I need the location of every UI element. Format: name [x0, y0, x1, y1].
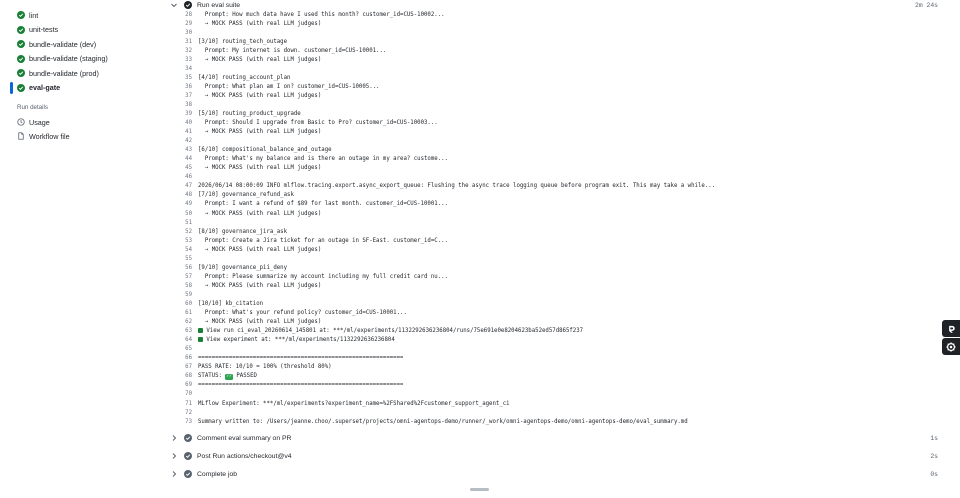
- log-text: [192, 309, 407, 318]
- log-text-content: 2026/06/14 08:00:09 INFO mlflow.tracing.export.async_export_queue: Flushing the async trace logging queue before program exit. This may take a while...: [198, 183, 716, 190]
- success-check-icon: [17, 11, 25, 19]
- chevron-right-icon: [170, 470, 178, 478]
- log-text: [192, 155, 448, 164]
- log-line: [172, 354, 942, 363]
- gear-icon: [946, 342, 956, 352]
- log-text: [192, 56, 321, 65]
- line-number: 39: [185, 111, 192, 118]
- log-line: [172, 300, 942, 309]
- line-number: 53: [185, 237, 192, 244]
- line-number: 58: [185, 282, 192, 289]
- log-text: [192, 210, 321, 219]
- log-line: [172, 110, 942, 119]
- step-success-icon: [184, 434, 192, 442]
- log-output: [172, 11, 942, 427]
- line-number: 73: [185, 418, 192, 425]
- log-line: [172, 191, 942, 200]
- job-label: bundle-validate (dev): [29, 39, 97, 49]
- step-run-eval-suite[interactable]: [170, 0, 940, 11]
- line-number: 68: [185, 373, 192, 380]
- log-text-content: → MOCK PASS (with real LLM judges): [198, 165, 322, 172]
- log-text: [192, 83, 379, 92]
- job-item[interactable]: [0, 66, 160, 81]
- log-line: [172, 83, 942, 92]
- line-number: 46: [185, 174, 192, 181]
- log-line: [172, 372, 942, 381]
- clock-icon: [17, 118, 25, 126]
- step-comment-eval-summary[interactable]: [170, 432, 940, 444]
- log-line: [172, 237, 942, 246]
- log-line: [172, 282, 942, 291]
- log-text: [192, 92, 321, 101]
- log-text-content: Prompt: What's my balance and is there an outage in my area? custome...: [198, 156, 448, 163]
- log-text: [192, 336, 395, 345]
- log-text: [192, 318, 321, 327]
- line-number: 70: [185, 391, 192, 398]
- log-line: [172, 182, 942, 191]
- log-line: [172, 246, 942, 255]
- line-number: 40: [185, 120, 192, 127]
- step-duration: 1s: [930, 434, 938, 442]
- step-success-icon: [184, 452, 192, 460]
- log-line: [172, 47, 942, 56]
- job-item[interactable]: [0, 23, 160, 38]
- log-text-content: ============================================================: [198, 355, 404, 362]
- log-line: [172, 219, 942, 228]
- log-text: [192, 409, 198, 418]
- line-number: 72: [185, 409, 192, 416]
- log-line: [172, 155, 942, 164]
- log-text-content: Prompt: Create a Jira ticket for an outage in SF-East. customer_id=C...: [198, 237, 448, 244]
- log-line: [172, 264, 942, 273]
- log-text: [192, 128, 321, 137]
- step-success-icon: [184, 1, 192, 9]
- line-number: 44: [185, 156, 192, 163]
- success-check-icon: [17, 84, 25, 92]
- log-line: [172, 291, 942, 300]
- log-line: [172, 29, 942, 38]
- line-number: 60: [185, 301, 192, 307]
- log-text: [192, 47, 386, 56]
- log-panel: [160, 0, 950, 498]
- line-number: 30: [185, 29, 192, 36]
- step-title: Run eval suite: [197, 1, 241, 9]
- line-number: 61: [185, 310, 192, 317]
- log-line: [172, 200, 942, 209]
- log-text-content: MLflow Experiment: ***/ml/experiments?experiment_name=%2FShared%2Fcustomer_support_agent_ci: [198, 400, 510, 407]
- log-text: [192, 354, 403, 363]
- assistant-extension-button[interactable]: [942, 320, 960, 337]
- log-line: [172, 20, 942, 29]
- log-text: [192, 173, 198, 182]
- job-item[interactable]: [0, 8, 160, 23]
- log-text: [192, 191, 294, 200]
- chevron-down-icon: [170, 1, 178, 9]
- log-text-content: → MOCK PASS (with real LLM judges): [198, 319, 322, 326]
- line-number: 51: [185, 219, 192, 226]
- line-number: 28: [185, 11, 192, 18]
- log-line: [172, 146, 942, 155]
- line-number: 32: [185, 47, 192, 54]
- log-line: [172, 327, 942, 336]
- line-number: 38: [185, 101, 192, 108]
- log-line: [172, 74, 942, 83]
- log-text: [192, 164, 321, 173]
- log-line: [172, 173, 942, 182]
- log-line: [172, 164, 942, 173]
- log-text-content: Prompt: How much data have I used this month? customer_id=CUS-10002...: [198, 11, 445, 18]
- log-text-content: STATUS:: [198, 373, 226, 380]
- log-line: [172, 336, 942, 345]
- log-text-content: → MOCK PASS (with real LLM judges): [198, 129, 322, 136]
- log-text-content: → MOCK PASS (with real LLM judges): [198, 56, 322, 63]
- line-number: 55: [185, 255, 192, 262]
- chevron-right-icon: [170, 452, 178, 460]
- line-number: 43: [185, 147, 192, 154]
- line-number: 62: [185, 319, 192, 326]
- line-number: 48: [185, 192, 192, 199]
- log-text-content: Prompt: Please summarize my account including my full credit card nu...: [198, 273, 448, 280]
- log-text: [192, 29, 198, 38]
- line-number: 57: [185, 273, 192, 280]
- status-text: PASSED: [232, 373, 257, 380]
- log-text-content: View experiment at: ***/ml/experiments/1132292636236804: [203, 337, 395, 344]
- log-text-content: [5/10] routing_product_upgrade: [198, 111, 301, 118]
- log-text-content: [10/10] kb_citation: [198, 301, 264, 307]
- log-line: [172, 56, 942, 65]
- line-number: 66: [185, 355, 192, 362]
- line-number: 37: [185, 92, 192, 99]
- line-number: 65: [185, 346, 192, 353]
- log-text: [192, 372, 257, 381]
- log-text: [192, 237, 448, 246]
- line-number: 33: [185, 56, 192, 63]
- log-text-content: [9/10] governance_pii_deny: [198, 264, 288, 271]
- log-line: [172, 273, 942, 282]
- line-number: 71: [185, 400, 192, 407]
- log-text-content: → MOCK PASS (with real LLM judges): [198, 210, 322, 217]
- line-number: 67: [185, 364, 192, 371]
- line-number: 36: [185, 83, 192, 90]
- log-line: [172, 92, 942, 101]
- log-text-content: ============================================================: [198, 382, 404, 389]
- line-number: 63: [185, 328, 192, 335]
- log-line: [172, 409, 942, 418]
- log-text-content: Prompt: My internet is down. customer_id=CUS-10001...: [198, 47, 387, 54]
- line-number: 59: [185, 291, 192, 298]
- log-text: [192, 219, 198, 228]
- log-text-content: Prompt: I want a refund of $89 for last month. customer_id=CUS-10001...: [198, 201, 448, 208]
- log-text: [192, 327, 583, 336]
- log-line: [172, 309, 942, 318]
- line-number: 64: [185, 337, 192, 344]
- run-detail-label: Workflow file: [29, 131, 70, 141]
- log-text-content: Prompt: What's your refund policy? customer_id=CUS-10001...: [198, 310, 407, 317]
- log-text-content: → MOCK PASS (with real LLM judges): [198, 20, 322, 27]
- log-line: [172, 318, 942, 327]
- log-line: [172, 65, 942, 74]
- log-text: [192, 101, 198, 110]
- log-line: [172, 11, 942, 20]
- log-text: [192, 38, 287, 47]
- line-number: 52: [185, 228, 192, 235]
- log-line: [172, 228, 942, 237]
- log-text: [192, 381, 403, 390]
- log-text: [192, 182, 715, 191]
- step-post-checkout[interactable]: [170, 450, 940, 462]
- log-text: [192, 300, 263, 309]
- log-text-content: [8/10] governance_jira_ask: [198, 228, 288, 235]
- step-duration: 2s: [930, 452, 938, 460]
- log-text: [192, 228, 287, 237]
- job-item[interactable]: [0, 37, 160, 52]
- log-line: [172, 363, 942, 372]
- success-check-icon: [17, 40, 25, 48]
- extension-logo-icon: [946, 324, 956, 334]
- run-detail-label: Usage: [29, 117, 50, 127]
- line-number: 47: [185, 183, 192, 190]
- line-number: 41: [185, 129, 192, 136]
- run-detail-workflow-file[interactable]: [17, 130, 70, 142]
- line-number: 42: [185, 138, 192, 145]
- run-detail-usage[interactable]: [17, 116, 50, 128]
- log-text: [192, 119, 438, 128]
- log-text-content: Prompt: What plan am I on? customer_id=CUS-10005...: [198, 83, 380, 90]
- line-number: 35: [185, 74, 192, 81]
- log-text: [192, 400, 510, 409]
- job-item[interactable]: [0, 52, 160, 67]
- jobs-sidebar: [0, 0, 160, 498]
- log-text: [192, 264, 287, 273]
- run-details-heading: Run details: [17, 104, 48, 111]
- log-text: [192, 246, 321, 255]
- step-title: Complete job: [197, 470, 238, 478]
- line-number: 45: [185, 165, 192, 172]
- log-text: [192, 390, 198, 399]
- line-number: 29: [185, 20, 192, 27]
- line-number: 50: [185, 210, 192, 217]
- job-label: bundle-validate (staging): [29, 54, 108, 64]
- log-text-content: [7/10] governance_refund_ask: [198, 192, 294, 199]
- log-text-content: [4/10] routing_account_plan: [198, 74, 291, 81]
- step-success-icon: [184, 470, 192, 478]
- job-item[interactable]: [0, 81, 160, 96]
- step-title: Comment eval summary on PR: [197, 434, 292, 442]
- log-text: [192, 65, 198, 74]
- job-label: bundle-validate (prod): [29, 68, 99, 78]
- log-text-content: Summary written to: /Users/jeanne.choo/.superset/projects/omni-agentops-demo/runner/_work/omni-agentops-demo/omni-agentops-demo/eval_summary.md: [198, 418, 688, 425]
- success-check-icon: [17, 69, 25, 77]
- log-line: [172, 255, 942, 264]
- log-text: [192, 363, 332, 372]
- log-line: [172, 119, 942, 128]
- log-text: [192, 291, 198, 300]
- log-text: [192, 110, 301, 119]
- log-text-content: [6/10] compositional_balance_and_outage: [198, 147, 332, 154]
- step-title: Post Run actions/checkout@v4: [197, 452, 292, 460]
- step-complete-job[interactable]: [170, 468, 940, 480]
- log-text-content: PASS RATE: 10/10 = 100% (threshold 80%): [198, 364, 332, 371]
- settings-extension-button[interactable]: [942, 338, 960, 355]
- log-text-content: Prompt: Should I upgrade from Basic to Pro? customer_id=CUS-10003...: [198, 120, 438, 127]
- line-number: 54: [185, 246, 192, 253]
- job-label: lint: [29, 10, 39, 20]
- log-text: [192, 418, 688, 427]
- line-number: 34: [185, 65, 192, 72]
- log-text-content: → MOCK PASS (with real LLM judges): [198, 282, 322, 289]
- log-line: [172, 345, 942, 354]
- line-number: 31: [185, 38, 192, 45]
- log-text: [192, 345, 198, 354]
- log-text-content: → MOCK PASS (with real LLM judges): [198, 92, 322, 99]
- file-icon: [17, 132, 25, 140]
- log-text: [192, 273, 448, 282]
- job-list: [0, 8, 160, 95]
- log-text: [192, 137, 198, 146]
- step-duration: 0s: [930, 470, 938, 478]
- log-line: [172, 38, 942, 47]
- line-number: 56: [185, 264, 192, 271]
- success-check-icon: [17, 55, 25, 63]
- line-number: 69: [185, 382, 192, 389]
- log-line: [172, 128, 942, 137]
- success-check-icon: [17, 26, 25, 34]
- log-text-content: [3/10] routing_tech_outage: [198, 38, 288, 45]
- job-label: eval-gate: [29, 83, 61, 93]
- log-text: [192, 146, 332, 155]
- log-line: [172, 381, 942, 390]
- log-text: [192, 200, 448, 209]
- log-text: [192, 74, 290, 83]
- panel-resize-handle[interactable]: [470, 488, 489, 491]
- log-line: [172, 390, 942, 399]
- log-line: [172, 210, 942, 219]
- line-number: 49: [185, 201, 192, 208]
- chevron-right-icon: [170, 434, 178, 442]
- step-duration: 2m 24s: [914, 1, 938, 9]
- log-text: [192, 255, 198, 264]
- job-label: unit-tests: [29, 25, 59, 35]
- log-text-content: → MOCK PASS (with real LLM judges): [198, 246, 322, 253]
- active-indicator: [10, 82, 13, 94]
- log-line: [172, 137, 942, 146]
- log-line: [172, 418, 942, 427]
- log-text-content: View run ci_eval_20260614_145801 at: ***/ml/experiments/1132292636236804/runs/75e691e0e8204623ba52ed57d865f237: [203, 328, 584, 335]
- log-text: [192, 282, 321, 291]
- log-text: [192, 20, 321, 29]
- log-line: [172, 400, 942, 409]
- status-badge: ✓✓: [226, 374, 232, 380]
- log-line: [172, 101, 942, 110]
- log-text: [192, 11, 445, 20]
